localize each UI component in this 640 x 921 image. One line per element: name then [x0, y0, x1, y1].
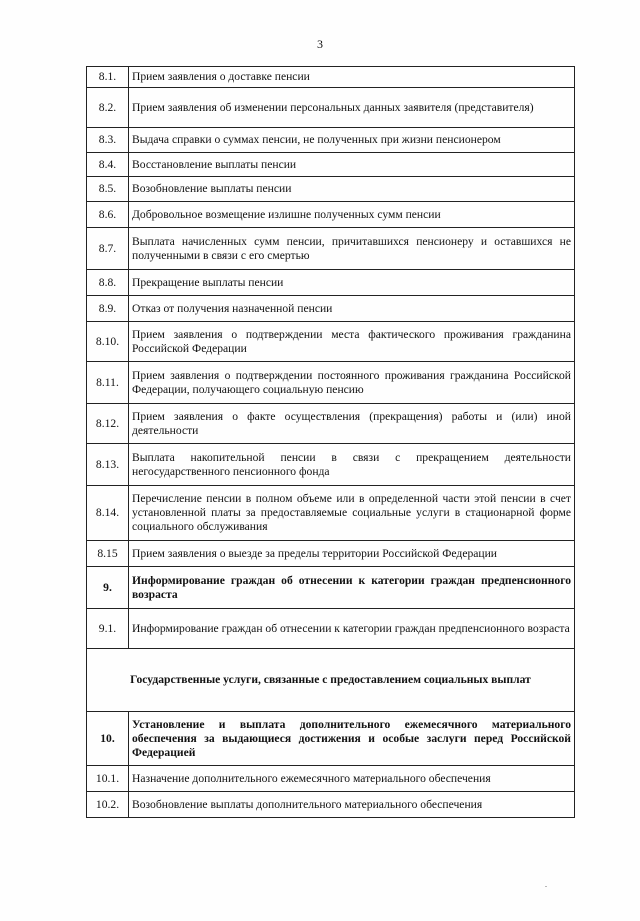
table-row	[87, 128, 575, 153]
table-row	[87, 486, 575, 541]
row-number: 8.4.	[87, 153, 129, 177]
table-row	[87, 766, 575, 792]
table-row	[87, 153, 575, 177]
row-number: 8.6.	[87, 202, 129, 228]
row-number: 8.15	[87, 541, 129, 567]
row-number: 9.	[87, 567, 129, 609]
row-number: 8.5.	[87, 177, 129, 202]
table-row	[87, 712, 575, 766]
table-row	[87, 792, 575, 818]
row-number: 8.11.	[87, 362, 129, 404]
row-text: Назначение дополнительного ежемесячного материального обеспечения	[129, 766, 575, 792]
section-row	[87, 649, 575, 712]
row-number: 10.1.	[87, 766, 129, 792]
table-row	[87, 228, 575, 270]
row-number: 8.12.	[87, 404, 129, 444]
row-text: Прием заявления об изменении персональных данных заявителя (представителя)	[129, 88, 575, 128]
section-heading: Государственные услуги, связанные с предоставлением социальных выплат	[87, 649, 575, 712]
row-text: Отказ от получения назначенной пенсии	[129, 296, 575, 322]
services-table-part2	[87, 712, 575, 818]
table-row	[87, 177, 575, 202]
row-text: Возобновление выплаты пенсии	[129, 177, 575, 202]
row-number: 8.9.	[87, 296, 129, 322]
row-number: 8.14.	[87, 486, 129, 541]
table-row	[87, 322, 575, 362]
row-text: Прием заявления о подтверждении постоянного проживания гражданина Российской Федерации, получающего социальную пенсию	[129, 362, 575, 404]
table-row	[87, 362, 575, 404]
row-number: 10.	[87, 712, 129, 766]
page-number: 3	[317, 37, 323, 51]
row-text: Перечисление пенсии в полном объеме или в определенной части этой пенсии в счет установленной платы за предоставляемые социальные услуги в стационарной форме социального обслуживания	[129, 486, 575, 541]
row-text: Прием заявления о доставке пенсии	[129, 67, 575, 88]
row-text: Прием заявления о подтверждении места фактического проживания гражданина Российской Федерации	[129, 322, 575, 362]
table-row	[87, 609, 575, 649]
row-number: 8.1.	[87, 67, 129, 88]
row-text: Выдача справки о суммах пенсии, не полученных при жизни пенсионером	[129, 128, 575, 153]
table-row	[87, 88, 575, 128]
scan-mark: .	[545, 880, 547, 889]
row-number: 8.13.	[87, 444, 129, 486]
table-row	[87, 567, 575, 609]
row-text: Информирование граждан об отнесении к категории граждан предпенсионного возраста	[129, 567, 575, 609]
row-text: Возобновление выплаты дополнительного материального обеспечения	[129, 792, 575, 818]
row-text: Выплата накопительной пенсии в связи с прекращением деятельности негосударственного пенсионного фонда	[129, 444, 575, 486]
services-table	[86, 66, 575, 818]
row-number: 8.3.	[87, 128, 129, 153]
row-text: Установление и выплата дополнительного ежемесячного материального обеспечения за выдающиеся достижения и особые заслуги перед Российской Федерацией	[129, 712, 575, 766]
row-number: 9.1.	[87, 609, 129, 649]
row-number: 8.7.	[87, 228, 129, 270]
row-text: Выплата начисленных сумм пенсии, причитавшихся пенсионеру и оставшихся не полученными в связи с его смертью	[129, 228, 575, 270]
row-text: Информирование граждан об отнесении к категории граждан предпенсионного возраста	[129, 609, 575, 649]
row-number: 8.10.	[87, 322, 129, 362]
table-row	[87, 541, 575, 567]
table-row	[87, 202, 575, 228]
table-row	[87, 444, 575, 486]
row-number: 8.8.	[87, 270, 129, 296]
row-number: 10.2.	[87, 792, 129, 818]
table-row	[87, 67, 575, 88]
row-text: Прекращение выплаты пенсии	[129, 270, 575, 296]
section-heading-row	[87, 649, 575, 712]
row-text: Добровольное возмещение излишне полученных сумм пенсии	[129, 202, 575, 228]
row-number: 8.2.	[87, 88, 129, 128]
row-text: Восстановление выплаты пенсии	[129, 153, 575, 177]
row-text: Прием заявления о выезде за пределы территории Российской Федерации	[129, 541, 575, 567]
table-row	[87, 296, 575, 322]
services-table-part1	[87, 67, 575, 649]
table-row	[87, 270, 575, 296]
table-row	[87, 404, 575, 444]
row-text: Прием заявления о факте осуществления (прекращения) работы и (или) иной деятельности	[129, 404, 575, 444]
